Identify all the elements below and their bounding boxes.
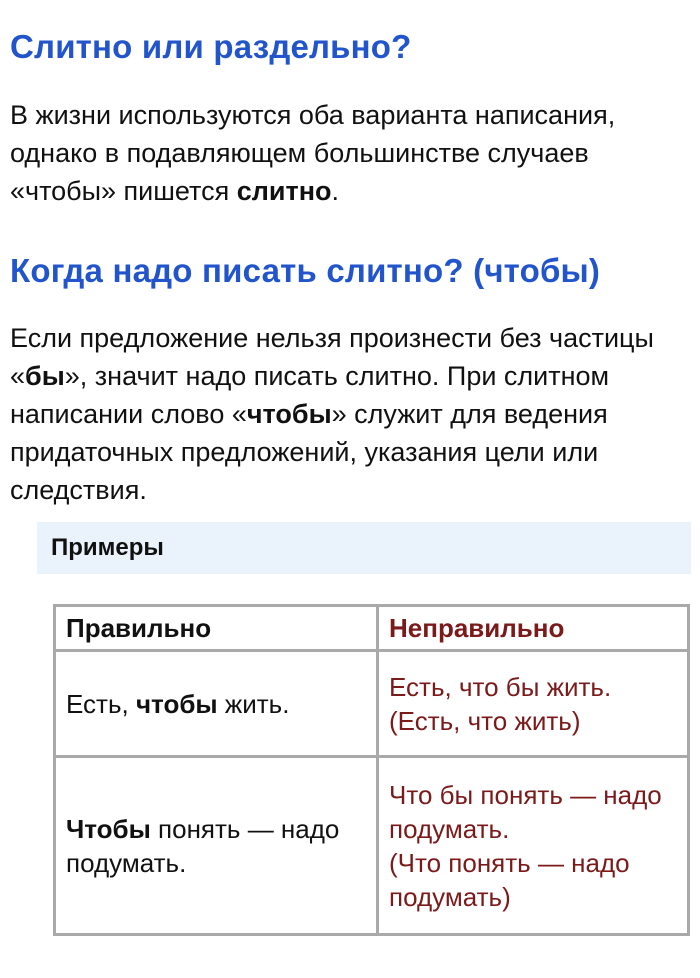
emphasis-word: слитно	[236, 176, 332, 206]
paragraph-text: .	[331, 176, 340, 206]
emphasis-word: чтобы	[246, 399, 332, 429]
table-row	[55, 651, 689, 757]
paragraph-text: В жизни используются оба варианта написания, однако в подавляющем большинстве случаев «чтобы» пишется	[10, 100, 616, 206]
cell-text: Есть, что бы жить.	[389, 671, 612, 702]
paragraph-text: Если предложение нельзя произнести без частицы «	[10, 323, 654, 391]
cell-incorrect	[378, 651, 689, 757]
section-heading-together-or-separate: Слитно или раздельно?	[10, 28, 412, 65]
cell-text: (Есть, что жить)	[389, 705, 581, 736]
column-header-incorrect: Неправильно	[378, 606, 689, 651]
cell-text: (Что понять — надо подумать)	[389, 847, 630, 912]
section-heading-when-together: Когда надо писать слитно? (чтобы)	[10, 252, 601, 289]
emphasis-word: Чтобы	[66, 813, 151, 844]
cell-incorrect	[378, 757, 689, 935]
cell-correct	[55, 651, 378, 757]
paragraph-text: » служит для ведения придаточных предложений, указания цели или следствия.	[10, 399, 608, 505]
column-header-correct: Правильно	[55, 606, 378, 651]
emphasis-word: чтобы	[135, 688, 218, 719]
cell-correct	[55, 757, 378, 935]
emphasis-word: бы	[25, 361, 65, 391]
cell-text: понять — надо подумать.	[66, 813, 340, 878]
cell-text: жить.	[217, 688, 290, 719]
examples-table	[53, 604, 690, 936]
section-paragraph-rule	[10, 319, 695, 509]
table-row	[55, 757, 689, 935]
examples-header-box	[37, 522, 691, 574]
examples-title: Примеры	[51, 534, 164, 561]
table-header-row	[55, 606, 689, 651]
section-paragraph-usage	[10, 96, 690, 210]
cell-text: Что бы понять — надо подумать.	[389, 779, 662, 844]
cell-text: Есть,	[66, 688, 136, 719]
paragraph-text: », значит надо писать слитно. При слитном написании слово «	[10, 361, 610, 429]
